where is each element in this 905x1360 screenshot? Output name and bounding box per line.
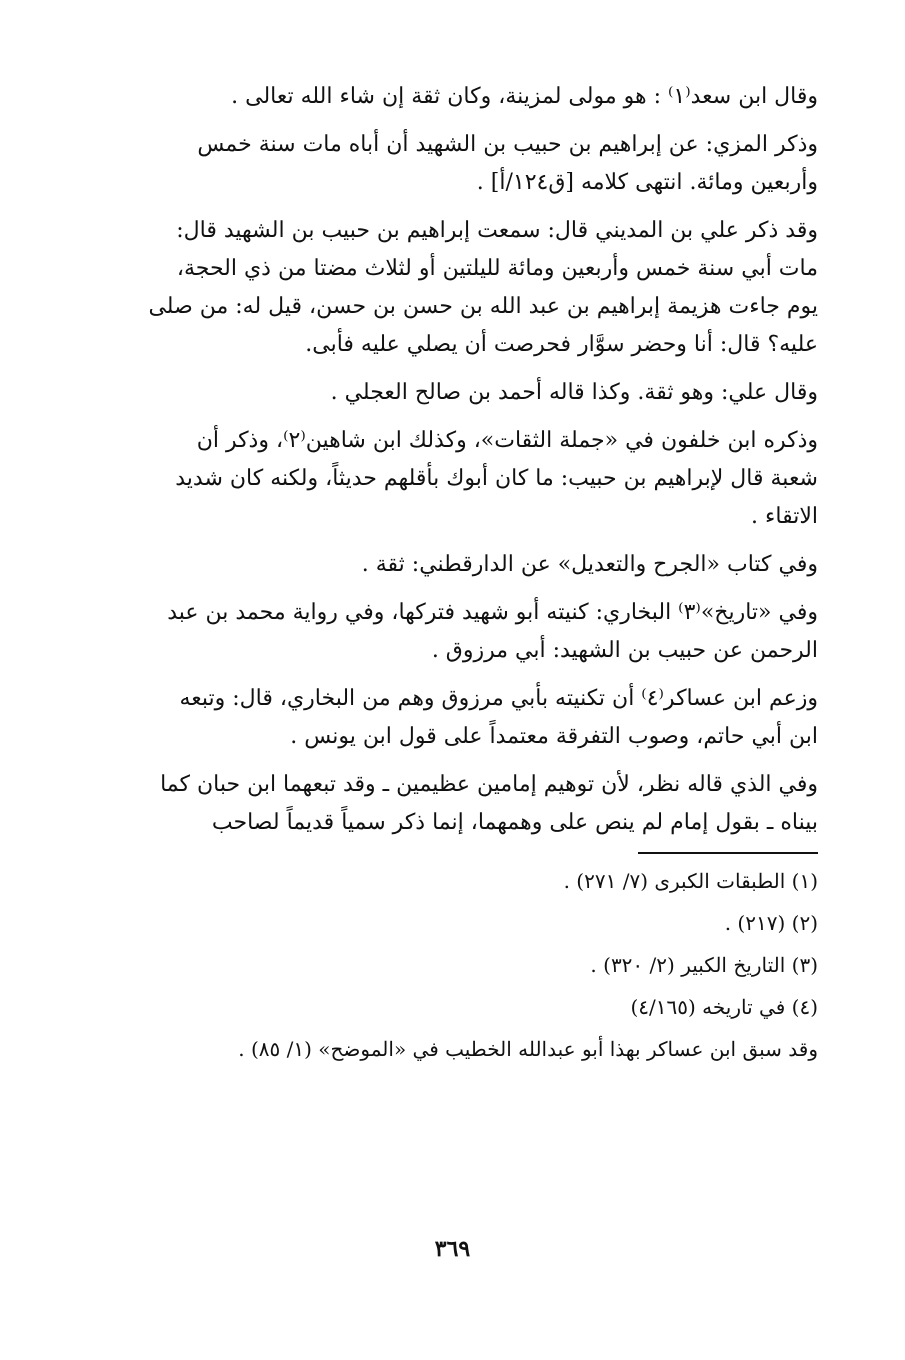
paragraph xyxy=(118,546,818,584)
text-line: الاتقاء . xyxy=(751,504,818,529)
paragraph xyxy=(118,594,818,670)
text-line: وأربعين ومائة. انتهى كلامه [ق١٢٤/أ] . xyxy=(476,170,818,195)
footnote: (٣) التاريخ الكبير (٢/ ٣٢٠) . xyxy=(590,953,818,977)
text-line: وذكره ابن خلفون في «جملة الثقات»، وكذلك ابن شاهين⁽٢⁾، وذكر أن xyxy=(196,428,818,453)
text-line: ابن أبي حاتم، وصوب التفرقة معتمداً على قول ابن يونس . xyxy=(290,724,818,749)
text-line: وذكر المزي: عن إبراهيم بن حبيب بن الشهيد أن أباه مات سنة خمس xyxy=(197,132,818,157)
paragraph xyxy=(118,212,818,364)
text-line: شعبة قال لإبراهيم بن حبيب: ما كان أبوك بأقلهم حديثاً، ولكنه كان شديد xyxy=(175,466,818,491)
text-line: وفي كتاب «الجرح والتعديل» عن الدارقطني: ثقة . xyxy=(361,552,818,577)
text-line: وقد ذكر علي بن المديني قال: سمعت إبراهيم بن حبيب بن الشهيد قال: xyxy=(176,218,818,243)
paragraph xyxy=(118,766,818,842)
text-line: بيناه ـ بقول إمام لم ينص على وهمهما، إنما ذكر سمياً قديماً لصاحب xyxy=(211,810,818,835)
text-line: وقال علي: وهو ثقة. وكذا قاله أحمد بن صالح العجلي . xyxy=(330,380,818,405)
text-line: مات أبي سنة خمس وأربعين ومائة لليلتين أو لثلاث مضتا من ذي الحجة، xyxy=(176,256,818,281)
text-line: وفي «تاريخ»⁽٣⁾ البخاري: كنيته أبو شهيد فتركها، وفي رواية محمد بن عبد xyxy=(167,600,818,625)
footnotes xyxy=(118,868,818,1062)
page-body xyxy=(118,78,818,1338)
paragraph xyxy=(118,680,818,756)
paragraph xyxy=(118,422,818,536)
paragraph xyxy=(118,374,818,412)
text-line: الرحمن عن حبيب بن الشهيد: أبي مرزوق . xyxy=(431,638,818,663)
text-line: وزعم ابن عساكر⁽٤⁾ أن تكنيته بأبي مرزوق وهم من البخاري، قال: وتبعه xyxy=(179,686,818,711)
footnote: (٤) في تاريخه (٤/١٦٥) xyxy=(630,995,818,1019)
footnote: (١) الطبقات الكبرى (٧/ ٢٧١) . xyxy=(563,869,818,893)
paragraph xyxy=(118,78,818,116)
text-line: عليه؟ قال: أنا وحضر سوَّار فحرصت أن يصلي عليه فأبى. xyxy=(305,332,818,357)
text-line: وقال ابن سعد⁽١⁾ : هو مولى لمزينة، وكان ثقة إن شاء الله تعالى . xyxy=(231,84,818,109)
text-line: يوم جاءت هزيمة إبراهيم بن عبد الله بن حسن بن حسن، قيل له: من صلى xyxy=(148,294,818,319)
footnote: (٢) (٢١٧) . xyxy=(724,911,818,935)
paragraph xyxy=(118,126,818,202)
text-line: وفي الذي قاله نظر، لأن توهيم إمامين عظيمين ـ وقد تبعهما ابن حبان كما xyxy=(160,772,818,797)
main-text xyxy=(118,78,818,842)
footnote-divider xyxy=(638,852,818,854)
page-number: ٣٦٩ xyxy=(434,1236,471,1262)
footnote-continuation: وقد سبق ابن عساكر بهذا أبو عبدالله الخطيب في «الموضح» (١/ ٨٥) . xyxy=(238,1037,818,1061)
